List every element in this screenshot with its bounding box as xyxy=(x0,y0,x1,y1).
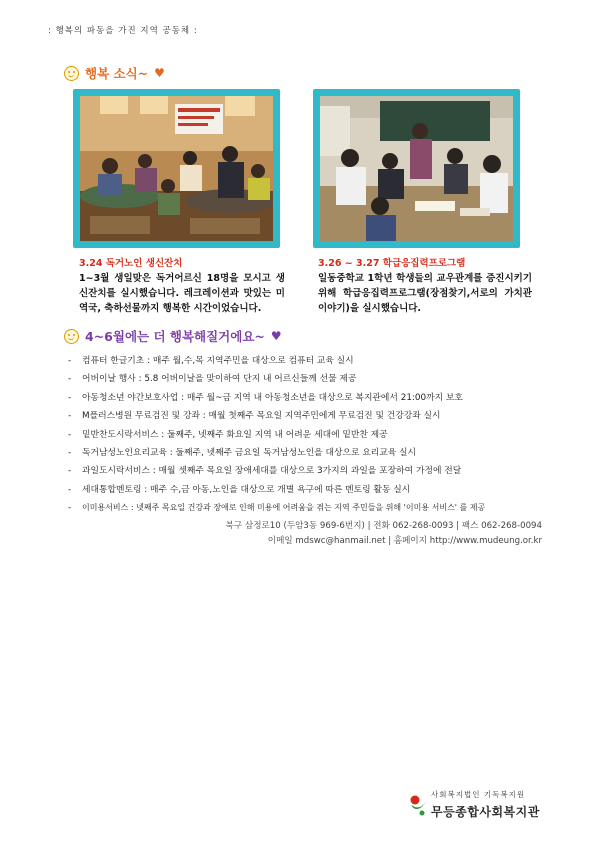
photo-classroom-program xyxy=(320,96,513,241)
list-item: - 과일도시락서비스 : 매월 셋째주 목요일 장애세대를 대상으로 3가지의 과일을 포장하여 가정에 전달 xyxy=(68,466,462,477)
list-item: - 밑반찬도시락서비스 : 둘째주, 넷째주 화요일 지역 내 어려운 세대에 밑반찬 제공 xyxy=(68,429,388,440)
caption-classroom xyxy=(318,256,532,316)
section2-title: 4~6월에는 더 행복해질거에요~ xyxy=(85,329,265,344)
smiley-icon xyxy=(64,66,79,81)
list-item: - 독거남성노인요리교육 : 둘째주, 넷째주 금요일 독거남성노인을 대상으로 요리교육 실시 xyxy=(68,448,417,459)
section2-heading xyxy=(64,327,282,345)
list-item: - 어버이날 행사 : 5.8 어버이날을 맞이하여 단지 내 어르신들께 선물 제공 xyxy=(68,374,357,385)
section1-heading xyxy=(64,64,165,82)
list-item: - 이미용서비스 : 넷째주 목요일 건강과 장애로 인해 미용에 어려움을 겪는 지역 주민들을 위해 '이미용 서비스' 를 제공 xyxy=(68,503,486,514)
org-subtitle: 사회복지법인 기독복지원 xyxy=(431,790,526,799)
contact-email-web: 이메일 mdswc@hanmail.net | 홈페이지 http://www.mudeung.or.kr xyxy=(267,536,542,546)
photo-birthday-party xyxy=(80,96,273,241)
contact-info xyxy=(226,519,542,549)
caption-birthday xyxy=(79,256,285,316)
list-item: - 아동청소년 야간보호사업 : 매주 월~금 지역 내 아동청소년을 대상으로 복지관에서 21:00까지 보호 xyxy=(68,392,463,403)
org-logo xyxy=(409,789,549,825)
org-name: 무등종합사회복지관 xyxy=(431,805,540,819)
caption-classroom-body: 일동중학교 1학년 학생들의 교우관계를 증진시키기 위해 학급응집력프로그램(장점찾기,서로의 가치관이야기)을 실시했습니다. xyxy=(318,273,532,314)
section1-title: 행복 소식~ xyxy=(85,66,149,81)
heart-icon: ♥ xyxy=(154,66,165,80)
photo-frame-birthday xyxy=(73,89,280,248)
list-item: - 세대통합멘토링 : 매주 수,금 아동,노인을 대상으로 개별 욕구에 따른 멘토링 활동 실시 xyxy=(68,484,411,495)
photo-frame-classroom xyxy=(313,89,520,248)
list-item: - M플러스병원 무료검진 및 강좌 : 매월 첫째주 목요일 지역주민에게 무료검진 및 건강강좌 실시 xyxy=(68,411,441,422)
caption-birthday-body: 1~3월 생일맞은 독거어르신 18명을 모시고 생신잔치를 실시했습니다. 레크레이션과 맛있는 미역국, 축하선물까지 행복한 시간이었습니다. xyxy=(79,273,285,314)
contact-address-phone: 북구 삼정로10 (두암3동 969-6번지) | 전화 062-268-0093 | 팩스 062-268-0094 xyxy=(225,521,542,531)
list-item: - 컴퓨터 한글기초 : 매주 월,수,목 지역주민을 대상으로 컴퓨터 교육 실시 xyxy=(68,356,354,366)
smiley-icon xyxy=(64,329,79,344)
program-list xyxy=(68,352,558,518)
caption-birthday-title: 3.24 독거노인 생신잔치 xyxy=(79,258,183,269)
heart-icon: ♥ xyxy=(270,329,282,343)
caption-classroom-title: 3.26 ~ 3.27 학급응집력프로그램 xyxy=(318,258,466,269)
header-tagline: : 행복의 파동을 가진 지역 공동체 : xyxy=(48,26,198,36)
logo-mark-icon xyxy=(409,793,429,817)
